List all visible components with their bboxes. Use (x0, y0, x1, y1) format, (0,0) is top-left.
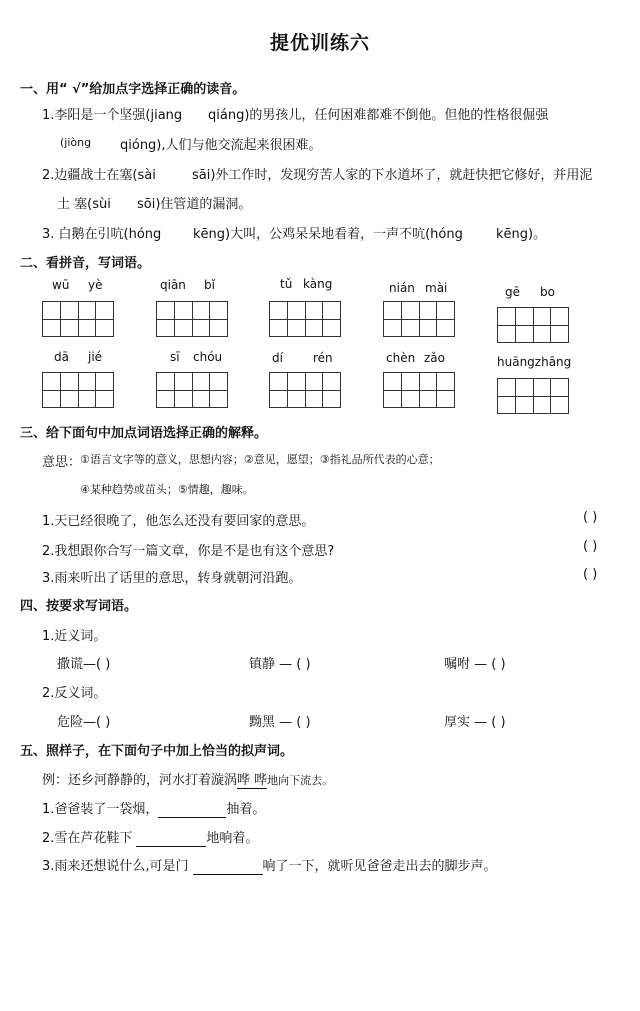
pinyin-7-b: chóu (193, 350, 223, 364)
s5-question-1 (42, 798, 265, 818)
pinyin-7-a: sī (170, 350, 180, 364)
writing-grid-8[interactable] (269, 372, 341, 408)
s1-q1-part-d: qióng),人们与他交流起来很困难。 (120, 138, 322, 153)
s1-q1-part-a: 1.李阳是一个坚强(jiang (42, 108, 183, 123)
s5-q3-part-a: 3.雨来还想说什么,可是门 (42, 859, 189, 874)
synonym-item-2[interactable]: 镇静 — ( ) (249, 657, 311, 672)
s1-q3-part-a: 3. 白鹅在引吭(hóng (42, 227, 162, 242)
s3-answer-1[interactable]: ( ) (583, 510, 598, 525)
pinyin-4-b: mài (425, 281, 448, 295)
s1-q2-part-c: 土 塞(sùi (57, 197, 111, 212)
page-title: 提优训练六 (269, 32, 370, 54)
s3-question-2: 2.我想跟你合写一篇文章，你是不是也有这个意思? (42, 544, 335, 559)
pinyin-9-a: chèn (386, 351, 416, 365)
antonym-label: 2.反义词。 (42, 686, 107, 701)
s5-q1-part-a: 1.爸爸装了一袋烟， (42, 802, 159, 817)
s3-question-3: 3.雨来听出了话里的意思，转身就朝河沿跑。 (42, 571, 302, 586)
s1-q3-part-c: kēng)。 (496, 227, 547, 242)
definition-label: 意思： (42, 455, 82, 470)
pinyin-2-b: bǐ (204, 278, 215, 292)
pinyin-8-a: dí (272, 351, 283, 365)
synonym-label: 1.近义词。 (42, 629, 107, 644)
antonym-item-1[interactable]: 危险—( ) (57, 715, 111, 730)
section-1-heading: 一、用“ √”给加点字选择正确的读音。 (20, 82, 246, 97)
pinyin-10: huāngzhāng (497, 355, 572, 369)
s5-q1-part-b: 抽着。 (226, 802, 266, 817)
s3-question-1: 1.天已经很晚了，他怎么还没有要回家的意思。 (42, 514, 315, 529)
writing-grid-4[interactable] (383, 301, 455, 337)
pinyin-1-b: yè (88, 278, 103, 292)
s5-question-2 (42, 827, 258, 847)
synonym-item-1[interactable]: 撒谎—( ) (57, 657, 111, 672)
pinyin-6-a: dā (54, 350, 69, 364)
s5-question-3 (42, 855, 497, 875)
s1-q2-part-a: 2.边疆战士在塞(sài (42, 168, 156, 183)
s5-q3-part-b: 响了一下，就听见爸爸走出去的脚步声。 (262, 859, 497, 874)
writing-grid-7[interactable] (156, 372, 228, 408)
s5-q1-blank[interactable] (158, 802, 226, 818)
pinyin-3-a: tǔ (280, 277, 293, 291)
s3-answer-3[interactable]: ( ) (583, 567, 598, 582)
writing-grid-6[interactable] (42, 372, 114, 408)
definition-line-1: ①语言文字等的意义，思想内容；②意见，愿望；③指礼品所代表的心意； (80, 453, 440, 466)
example-part-b: 地向下流去。 (267, 774, 334, 787)
s1-q1-part-b: qiáng)的男孩儿，任何困难都难不倒他。但他的性格很倔强 (208, 108, 549, 123)
s1-q2-part-b: sāi)外工作时，发现穷苦人家的下水道坏了，就赶快把它修好，并用泥 (192, 168, 593, 183)
writing-grid-10[interactable] (497, 378, 569, 414)
writing-grid-3[interactable] (269, 301, 341, 337)
s5-q2-blank[interactable] (136, 831, 206, 847)
section-5-heading: 五、照样子，在下面句子中加上恰当的拟声词。 (20, 744, 294, 759)
s5-q3-blank[interactable] (193, 859, 263, 875)
writing-grid-2[interactable] (156, 301, 228, 337)
example-part-a: 例：还乡河静静的，河水打着漩涡 (42, 773, 238, 788)
definition-line-2: ④某种趋势或苗头；⑤情趣，趣味。 (80, 483, 254, 496)
s1-q2-part-d: sōi)住管道的漏洞。 (137, 197, 252, 212)
pinyin-1-a: wū (52, 278, 70, 292)
pinyin-2-a: qiān (160, 278, 186, 292)
section-4-heading: 四、按要求写词语。 (20, 599, 138, 614)
pinyin-5-a: gē (505, 285, 520, 299)
antonym-item-3[interactable]: 厚实 — ( ) (444, 715, 506, 730)
pinyin-3-b: kàng (303, 277, 333, 291)
example-underlined-word: 哗 哗 (237, 769, 267, 789)
s1-q1-part-c: (jiòng (60, 136, 92, 149)
antonym-item-2[interactable]: 黝黑 — ( ) (249, 715, 311, 730)
pinyin-9-b: zǎo (424, 351, 445, 365)
writing-grid-5[interactable] (497, 307, 569, 343)
s5-q2-part-a: 2.雪在芦花鞋下 (42, 831, 133, 846)
pinyin-5-b: bo (540, 285, 555, 299)
pinyin-6-b: jié (88, 350, 103, 364)
s5-q2-part-b: 地响着。 (206, 831, 259, 846)
section-3-heading: 三、给下面句中加点词语选择正确的解释。 (20, 426, 268, 441)
pinyin-4-a: nián (389, 281, 415, 295)
s1-q3-part-b: kēng)大叫，公鸡呆呆地看着，一声不吭(hóng (193, 227, 463, 242)
writing-grid-9[interactable] (383, 372, 455, 408)
section-2-heading: 二、看拼音，写词语。 (20, 256, 151, 271)
s3-answer-2[interactable]: ( ) (583, 539, 598, 554)
synonym-item-3[interactable]: 嘱咐 — ( ) (444, 657, 506, 672)
pinyin-8-b: rén (313, 351, 333, 365)
writing-grid-1[interactable] (42, 301, 114, 337)
example-sentence (42, 769, 333, 789)
